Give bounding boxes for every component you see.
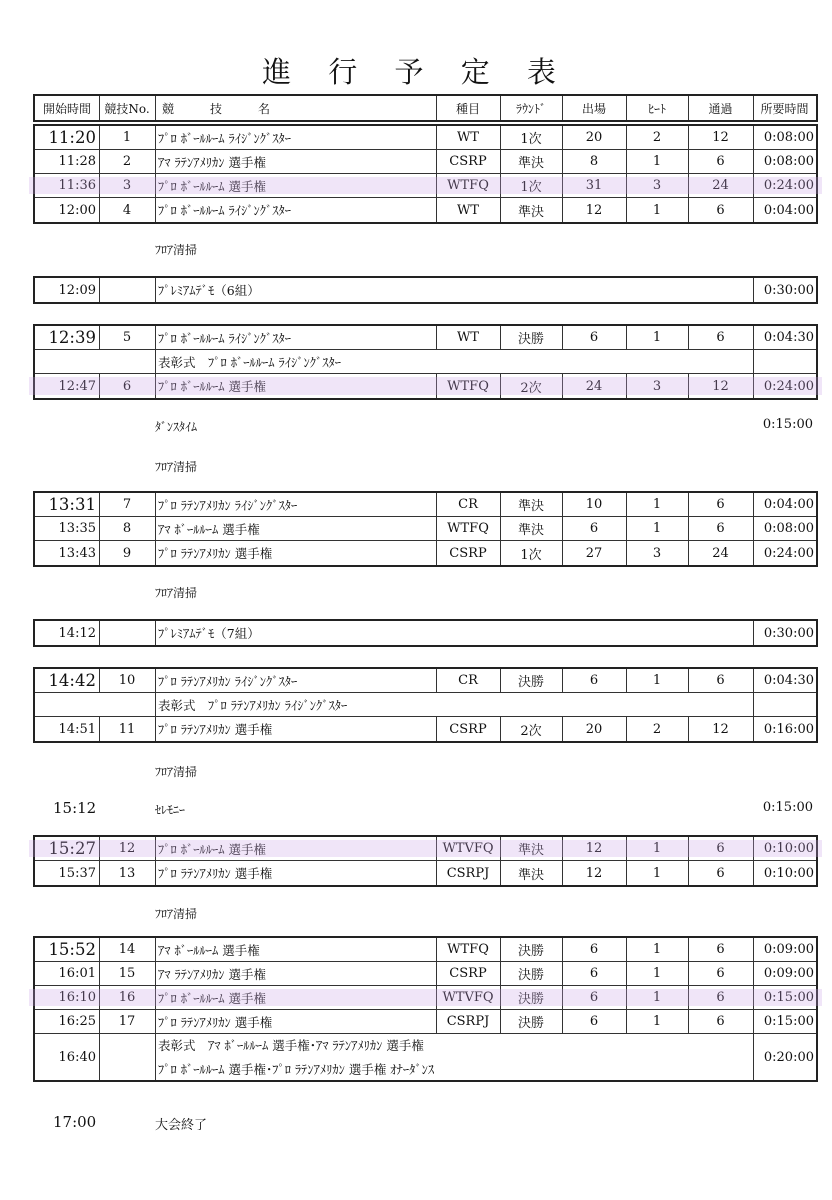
floor-cleaning-note: ﾌﾛｱ清掃 bbox=[155, 460, 198, 474]
heats: 1 bbox=[652, 330, 662, 345]
start-time: 14:12 bbox=[58, 625, 96, 641]
duration: 0:10:00 bbox=[763, 865, 814, 881]
advance: 6 bbox=[716, 865, 725, 881]
round: 2次 bbox=[520, 380, 542, 396]
event-name: ﾌﾟﾛ ﾗﾃﾝｱﾒﾘｶﾝ 選手権 bbox=[158, 1014, 273, 1030]
table-row-highlighted bbox=[35, 986, 816, 1010]
advance: 6 bbox=[716, 673, 725, 688]
dance-type: CSRP bbox=[449, 154, 487, 169]
dance-type: WTVFQ bbox=[442, 841, 494, 856]
table-row bbox=[35, 517, 816, 541]
event-no: 7 bbox=[122, 497, 132, 512]
entries: 6 bbox=[589, 673, 599, 688]
entries: 12 bbox=[585, 841, 603, 856]
dance-type: CSRPJ bbox=[446, 1014, 490, 1029]
event-name: ﾌﾟﾛ ﾗﾃﾝｱﾒﾘｶﾝ 選手権 bbox=[158, 866, 273, 881]
duration: 0:24:00 bbox=[763, 378, 814, 394]
start-time: 15:37 bbox=[58, 865, 96, 881]
heats: 3 bbox=[652, 378, 662, 394]
table-row-highlighted bbox=[35, 837, 816, 861]
event-name bbox=[156, 1034, 752, 1080]
floor-cleaning-note: ﾌﾛｱ清掃 bbox=[155, 765, 198, 779]
round: 1次 bbox=[520, 132, 542, 147]
dance-time-duration: 0:15:00 bbox=[762, 417, 813, 432]
entries: 27 bbox=[585, 545, 603, 561]
schedule-block bbox=[33, 619, 818, 647]
entries: 12 bbox=[585, 202, 603, 218]
entries: 6 bbox=[589, 330, 599, 345]
event-name: ﾌﾟﾛ ﾗﾃﾝｱﾒﾘｶﾝ 選手権 bbox=[158, 722, 273, 737]
advance: 6 bbox=[716, 154, 725, 169]
advance: 12 bbox=[712, 130, 729, 145]
start-time: 16:10 bbox=[58, 990, 96, 1005]
schedule-block bbox=[33, 124, 818, 224]
table-row bbox=[35, 126, 816, 150]
dance-type: CSRP bbox=[449, 966, 487, 981]
table-row bbox=[35, 198, 816, 222]
round: 決勝 bbox=[517, 332, 544, 347]
header-duration: 所要時間 bbox=[760, 101, 809, 116]
duration: 0:10:00 bbox=[763, 841, 814, 856]
advance: 24 bbox=[712, 178, 729, 193]
table-header bbox=[33, 94, 818, 122]
advance: 6 bbox=[716, 966, 725, 981]
advance: 6 bbox=[716, 330, 725, 345]
start-time: 16:40 bbox=[58, 1049, 96, 1065]
dance-type: WTFQ bbox=[447, 521, 489, 536]
entries: 31 bbox=[585, 178, 603, 193]
table-row-ceremony bbox=[35, 350, 816, 374]
duration: 0:04:30 bbox=[763, 673, 814, 688]
event-name: ﾌﾟﾛ ﾎﾞｰﾙﾙｰﾑ 選手権 bbox=[158, 841, 266, 857]
event-name: 表彰式 ﾌﾟﾛ ﾗﾃﾝｱﾒﾘｶﾝ ﾗｲｼﾞﾝｸﾞｽﾀｰ bbox=[158, 697, 348, 713]
heats: 1 bbox=[652, 966, 662, 981]
start-time: 11:36 bbox=[58, 178, 96, 193]
header-advance: 通過 bbox=[708, 101, 733, 116]
entries: 6 bbox=[589, 942, 599, 957]
duration: 0:09:00 bbox=[763, 966, 814, 981]
start-time: 15:27 bbox=[48, 839, 96, 858]
duration: 0:30:00 bbox=[763, 625, 814, 641]
schedule-block bbox=[33, 667, 818, 743]
table-row bbox=[35, 669, 816, 693]
start-time: 13:31 bbox=[48, 495, 96, 514]
table-row bbox=[35, 717, 816, 741]
duration: 0:15:00 bbox=[763, 990, 814, 1005]
event-name: ﾌﾟﾚﾐｱﾑﾃﾞﾓ（6組） bbox=[158, 283, 260, 298]
event-name: ﾌﾟﾛ ﾎﾞｰﾙﾙｰﾑ ﾗｲｼﾞﾝｸﾞｽﾀｰ bbox=[158, 130, 291, 146]
dance-type: WTFQ bbox=[447, 178, 489, 193]
schedule-block bbox=[33, 276, 818, 304]
round: 1次 bbox=[520, 547, 542, 563]
advance: 24 bbox=[712, 545, 729, 561]
event-name: ｱﾏ ﾗﾃﾝｱﾒﾘｶﾝ 選手権 bbox=[158, 154, 266, 170]
event-no: 5 bbox=[122, 330, 132, 345]
start-time: 11:28 bbox=[58, 154, 96, 169]
event-no: 12 bbox=[118, 841, 136, 856]
heats: 1 bbox=[652, 202, 662, 218]
advance: 6 bbox=[716, 841, 725, 856]
heats: 1 bbox=[652, 521, 662, 536]
table-row bbox=[35, 962, 816, 986]
table-row bbox=[35, 1010, 816, 1034]
header-entries: 出場 bbox=[581, 101, 606, 116]
advance: 6 bbox=[716, 990, 725, 1005]
duration: 0:09:00 bbox=[763, 942, 814, 957]
duration: 0:24:00 bbox=[763, 178, 814, 193]
header-heats: ﾋｰﾄ bbox=[647, 101, 666, 116]
table-row bbox=[35, 278, 816, 302]
event-name: ﾌﾟﾛ ﾗﾃﾝｱﾒﾘｶﾝ ﾗｲｼﾞﾝｸﾞｽﾀｰ bbox=[158, 673, 298, 689]
table-row-highlighted bbox=[35, 174, 816, 198]
end-time: 17:00 bbox=[53, 1113, 97, 1131]
duration: 0:20:00 bbox=[763, 1049, 814, 1065]
header-start-time: 開始時間 bbox=[42, 101, 91, 116]
advance: 12 bbox=[712, 378, 729, 394]
advance: 6 bbox=[716, 497, 725, 512]
entries: 10 bbox=[585, 497, 603, 512]
event-name: ﾌﾟﾛ ﾎﾞｰﾙﾙｰﾑ ﾗｲｼﾞﾝｸﾞｽﾀｰ bbox=[158, 203, 291, 218]
event-no: 4 bbox=[122, 202, 132, 218]
entries: 6 bbox=[589, 1014, 599, 1029]
duration: 0:16:00 bbox=[763, 721, 814, 737]
start-time: 12:09 bbox=[58, 282, 96, 298]
event-no: 15 bbox=[118, 966, 136, 981]
table-row bbox=[35, 861, 816, 885]
start-time: 13:35 bbox=[58, 521, 96, 536]
start-time: 14:51 bbox=[58, 721, 96, 737]
schedule-block bbox=[33, 491, 818, 567]
entries: 6 bbox=[589, 521, 599, 536]
round: 決勝 bbox=[517, 992, 544, 1007]
start-time: 11:20 bbox=[48, 128, 96, 147]
round: 準決 bbox=[517, 523, 544, 538]
round: 決勝 bbox=[517, 968, 544, 983]
event-no: 16 bbox=[118, 990, 136, 1005]
heats: 1 bbox=[652, 865, 662, 881]
event-no: 13 bbox=[118, 865, 136, 881]
round: 2次 bbox=[520, 723, 542, 739]
start-time: 16:01 bbox=[58, 966, 96, 981]
dance-type: CSRPJ bbox=[446, 865, 490, 881]
heats: 1 bbox=[652, 673, 662, 688]
round: 決勝 bbox=[517, 944, 544, 959]
event-no: 10 bbox=[118, 673, 136, 688]
start-time: 12:47 bbox=[58, 378, 96, 394]
heats: 2 bbox=[652, 130, 662, 145]
table-row bbox=[35, 493, 816, 517]
event-name: 表彰式 ﾌﾟﾛ ﾎﾞｰﾙﾙｰﾑ ﾗｲｼﾞﾝｸﾞｽﾀｰ bbox=[158, 354, 341, 370]
ceremony-duration: 0:15:00 bbox=[762, 800, 813, 815]
event-no: 2 bbox=[122, 154, 132, 169]
round: 決勝 bbox=[517, 1016, 544, 1031]
event-no: 11 bbox=[118, 721, 136, 737]
header-event-no: 競技No. bbox=[104, 101, 150, 116]
heats: 1 bbox=[652, 497, 662, 512]
event-name: ﾌﾟﾛ ﾎﾞｰﾙﾙｰﾑ 選手権 bbox=[158, 379, 266, 394]
event-name: ﾌﾟﾛ ﾎﾞｰﾙﾙｰﾑ 選手権 bbox=[158, 178, 266, 194]
heats: 1 bbox=[652, 942, 662, 957]
advance: 12 bbox=[712, 721, 729, 737]
entries: 20 bbox=[585, 130, 603, 145]
table-row-ceremony bbox=[35, 1034, 816, 1080]
entries: 8 bbox=[589, 154, 599, 169]
heats: 2 bbox=[652, 721, 662, 737]
dance-type: WTFQ bbox=[447, 378, 489, 394]
event-no: 1 bbox=[122, 130, 132, 145]
event-no: 9 bbox=[122, 545, 132, 561]
floor-cleaning-note: ﾌﾛｱ清掃 bbox=[155, 243, 198, 257]
event-name: ﾌﾟﾛ ﾎﾞｰﾙﾙｰﾑ 選手権 bbox=[158, 990, 266, 1006]
round: 決勝 bbox=[517, 675, 544, 690]
event-name: ｱﾏ ﾗﾃﾝｱﾒﾘｶﾝ 選手権 bbox=[158, 966, 266, 982]
table-row bbox=[35, 621, 816, 645]
event-no: 3 bbox=[122, 178, 132, 193]
floor-cleaning-note: ﾌﾛｱ清掃 bbox=[155, 586, 198, 600]
header-event-name: 競 技 名 bbox=[162, 101, 283, 116]
event-no: 14 bbox=[118, 942, 136, 957]
schedule-block bbox=[33, 936, 818, 1082]
ceremony-time: 15:12 bbox=[53, 799, 97, 817]
entries: 6 bbox=[589, 966, 599, 981]
heats: 1 bbox=[652, 990, 662, 1005]
dance-type: CSRP bbox=[449, 721, 487, 737]
round: 準決 bbox=[517, 499, 544, 514]
start-time: 16:25 bbox=[58, 1014, 96, 1029]
heats: 1 bbox=[652, 1014, 662, 1029]
header-dance-type: 種目 bbox=[455, 101, 480, 116]
dance-time-note: ﾀﾞﾝｽﾀｲﾑ bbox=[155, 420, 198, 434]
duration: 0:04:00 bbox=[763, 497, 814, 512]
duration: 0:15:00 bbox=[763, 1014, 814, 1029]
dance-type: CSRP bbox=[449, 545, 487, 561]
start-time: 15:52 bbox=[48, 940, 96, 959]
start-time: 12:39 bbox=[48, 328, 96, 347]
advance: 6 bbox=[716, 942, 725, 957]
event-name: ｱﾏ ﾎﾞｰﾙﾙｰﾑ 選手権 bbox=[158, 521, 260, 537]
event-name: ﾌﾟﾚﾐｱﾑﾃﾞﾓ（7組） bbox=[158, 626, 260, 641]
dance-type: CR bbox=[458, 497, 478, 512]
event-name: ﾌﾟﾛ ﾎﾞｰﾙﾙｰﾑ ﾗｲｼﾞﾝｸﾞｽﾀｰ bbox=[158, 330, 291, 346]
advance: 6 bbox=[716, 521, 725, 536]
schedule-block bbox=[33, 835, 818, 887]
entries: 20 bbox=[585, 721, 603, 737]
ceremony-line-1: 表彰式 ｱﾏ ﾎﾞｰﾙﾙｰﾑ 選手権･ｱﾏ ﾗﾃﾝｱﾒﾘｶﾝ 選手権 bbox=[158, 1038, 424, 1053]
dance-type: WTFQ bbox=[447, 942, 489, 957]
start-time: 13:43 bbox=[58, 545, 96, 561]
round: 準決 bbox=[517, 843, 544, 858]
event-no: 8 bbox=[122, 521, 132, 536]
event-no: 17 bbox=[118, 1014, 136, 1029]
duration: 0:08:00 bbox=[763, 521, 814, 536]
heats: 1 bbox=[652, 841, 662, 856]
entries: 12 bbox=[585, 865, 603, 881]
entries: 24 bbox=[585, 378, 603, 394]
dance-type: WT bbox=[456, 202, 480, 218]
round: 準決 bbox=[517, 204, 544, 220]
duration: 0:08:00 bbox=[763, 154, 814, 169]
event-no: 6 bbox=[122, 378, 132, 394]
advance: 6 bbox=[716, 1014, 725, 1029]
heats: 3 bbox=[652, 178, 662, 193]
start-time: 12:00 bbox=[58, 202, 96, 218]
event-name: ﾌﾟﾛ ﾗﾃﾝｱﾒﾘｶﾝ ﾗｲｼﾞﾝｸﾞｽﾀｰ bbox=[158, 497, 298, 513]
duration: 0:24:00 bbox=[763, 545, 814, 561]
dance-type: WTVFQ bbox=[442, 990, 494, 1005]
advance: 6 bbox=[716, 202, 725, 218]
dance-type: WT bbox=[456, 330, 480, 345]
start-time: 14:42 bbox=[48, 671, 96, 690]
table-row bbox=[35, 326, 816, 350]
table-row bbox=[35, 938, 816, 962]
event-name: ﾌﾟﾛ ﾗﾃﾝｱﾒﾘｶﾝ 選手権 bbox=[158, 546, 273, 561]
page-title: 進 行 予 定 表 bbox=[262, 55, 570, 89]
header-round: ﾗｳﾝﾄﾞ bbox=[515, 101, 546, 116]
duration: 0:04:30 bbox=[763, 330, 814, 345]
floor-cleaning-note: ﾌﾛｱ清掃 bbox=[155, 907, 198, 921]
duration: 0:08:00 bbox=[763, 130, 814, 145]
duration: 0:30:00 bbox=[763, 282, 814, 298]
ceremony-label: ｾﾚﾓﾆｰ bbox=[155, 803, 186, 817]
duration: 0:04:00 bbox=[763, 202, 814, 218]
dance-type: WT bbox=[456, 130, 480, 145]
round: 準決 bbox=[517, 156, 544, 171]
entries: 6 bbox=[589, 990, 599, 1005]
dance-type: CR bbox=[458, 673, 478, 688]
schedule-block bbox=[33, 324, 818, 400]
event-name: ｱﾏ ﾎﾞｰﾙﾙｰﾑ 選手権 bbox=[158, 942, 260, 958]
table-row bbox=[35, 150, 816, 174]
round: 準決 bbox=[517, 867, 544, 883]
round: 1次 bbox=[520, 180, 542, 195]
end-label: 大会終了 bbox=[155, 1118, 208, 1133]
table-row-highlighted bbox=[35, 374, 816, 398]
heats: 3 bbox=[652, 545, 662, 561]
ceremony-line-2: ﾌﾟﾛ ﾎﾞｰﾙﾙｰﾑ 選手権･ﾌﾟﾛ ﾗﾃﾝｱﾒﾘｶﾝ 選手権 ｵﾅｰﾀﾞﾝｽ bbox=[158, 1062, 435, 1077]
heats: 1 bbox=[652, 154, 662, 169]
table-row-ceremony bbox=[35, 693, 816, 717]
table-row bbox=[35, 541, 816, 565]
